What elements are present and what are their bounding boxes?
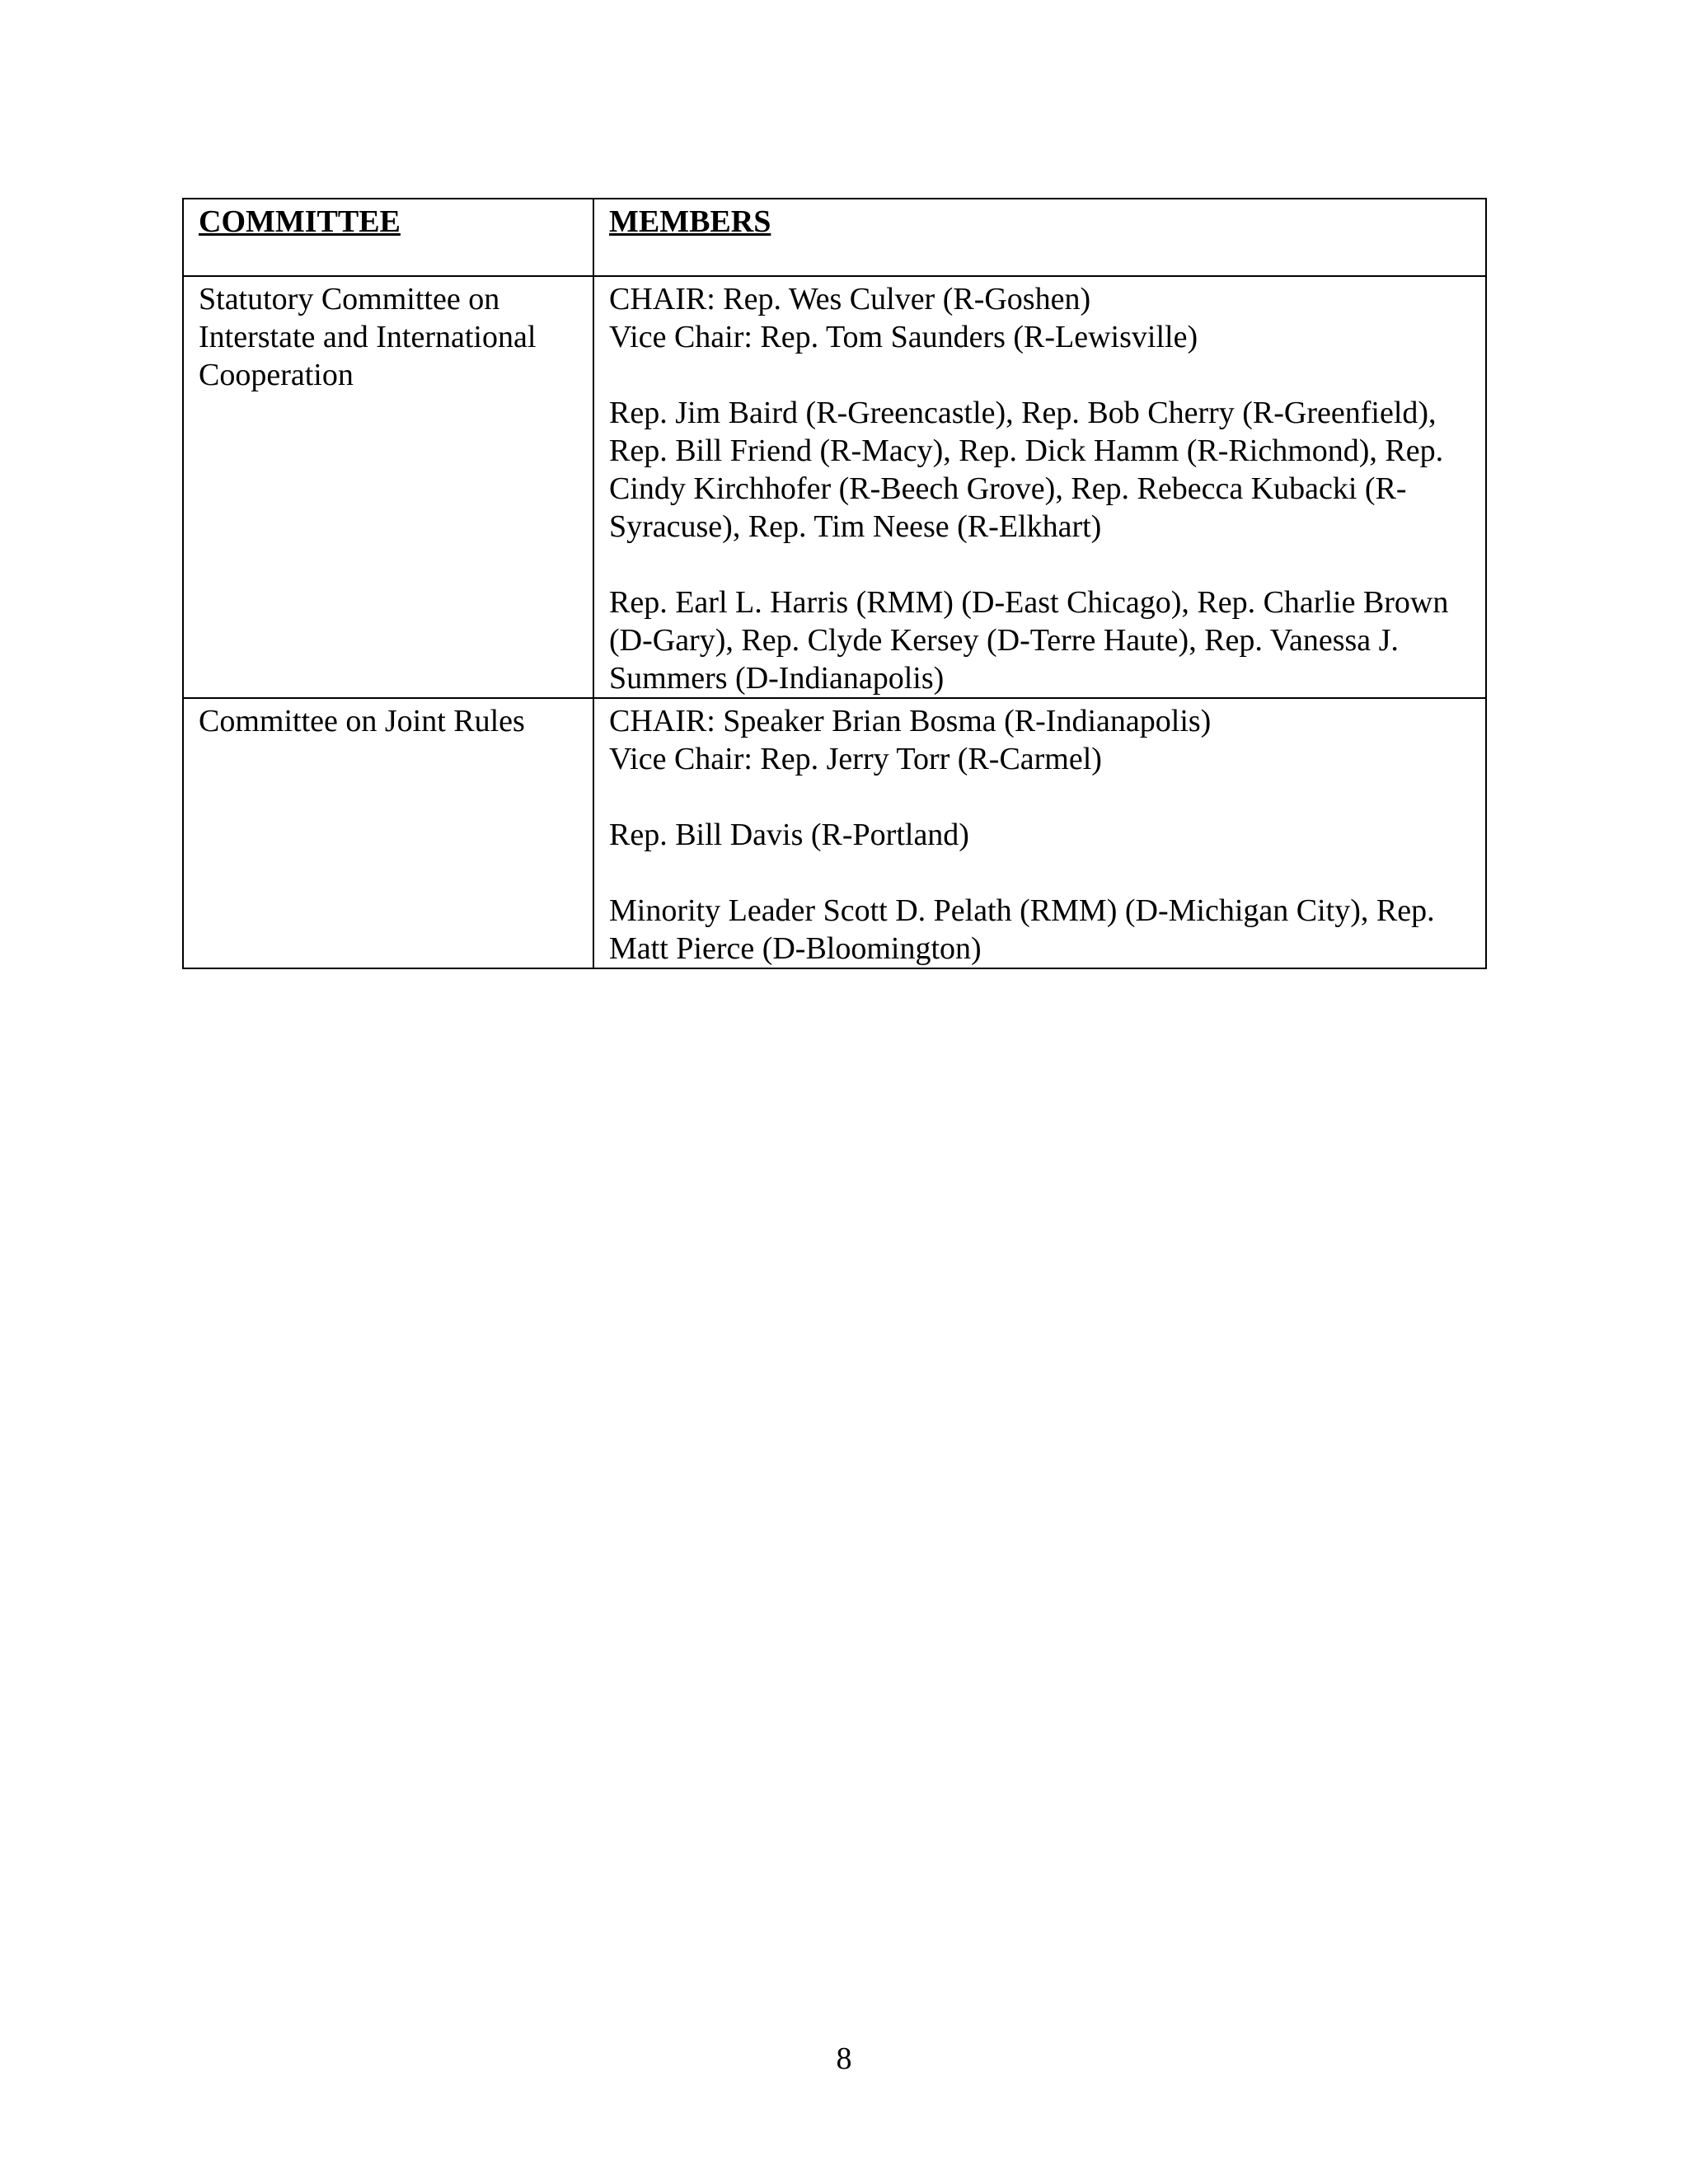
committee-name-cell: Statutory Committee on Interstate and International Cooperation <box>183 276 593 698</box>
chair-line: CHAIR: Rep. Wes Culver (R-Goshen) <box>609 282 1091 316</box>
vice-chair-line: Vice Chair: Rep. Tom Saunders (R-Lewisville) <box>609 320 1198 354</box>
minority-members-text: Minority Leader Scott D. Pelath (RMM) (D-Michigan City), Rep. Matt Pierce (D-Bloomington) <box>609 893 1435 966</box>
page-number: 8 <box>836 2041 852 2076</box>
committee-members-table <box>182 198 1487 969</box>
majority-members-text: Rep. Jim Baird (R-Greencastle), Rep. Bob Cherry (R-Greenfield), Rep. Bill Friend (R-Macy), Rep. Dick Hamm (R-Richmond), Rep. Cindy Kirchhofer (R-Beech Grove), Rep. Rebecca Kubacki (R-Syracuse), Rep. Tim Neese (R-Elkhart) <box>609 396 1444 544</box>
majority-members-text: Rep. Bill Davis (R-Portland) <box>609 818 969 852</box>
members-column-header: MEMBERS <box>593 199 1486 276</box>
minority-members-text: Rep. Earl L. Harris (RMM) (D-East Chicago), Rep. Charlie Brown (D-Gary), Rep. Clyde Kersey (D-Terre Haute), Rep. Vanessa J. Summers (D-Indianapolis) <box>609 585 1449 696</box>
table-row <box>183 698 1486 968</box>
paragraph-spacer <box>609 546 1470 583</box>
committee-name-cell: Committee on Joint Rules <box>183 698 593 968</box>
chair-line: CHAIR: Speaker Brian Bosma (R-Indianapolis) <box>609 704 1212 738</box>
members-cell <box>593 698 1486 968</box>
committee-column-header: COMMITTEE <box>183 199 593 276</box>
paragraph-spacer <box>609 356 1470 394</box>
vice-chair-line: Vice Chair: Rep. Jerry Torr (R-Carmel) <box>609 742 1102 776</box>
table-row <box>183 276 1486 698</box>
members-cell <box>593 276 1486 698</box>
paragraph-spacer <box>609 778 1470 816</box>
table-header-row <box>183 199 1486 276</box>
paragraph-spacer <box>609 854 1470 892</box>
